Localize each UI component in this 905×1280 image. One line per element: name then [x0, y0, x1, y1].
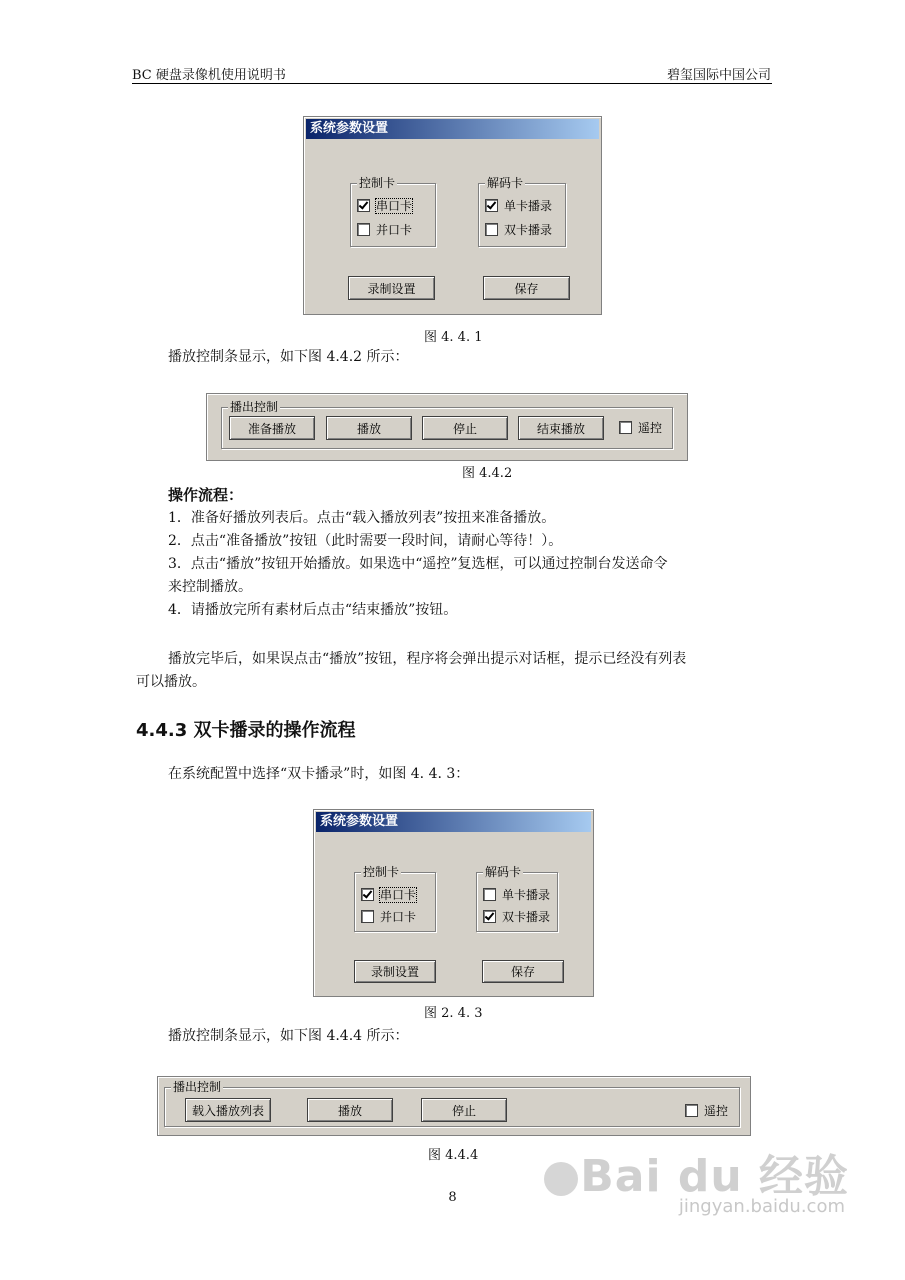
header-company: 碧玺国际中国公司 [666, 68, 771, 83]
control-card-label: 控制卡 [359, 176, 396, 190]
checkbox-unchecked-icon [361, 910, 374, 923]
single-card-checkbox[interactable] [483, 888, 550, 902]
page-number: 8 [448, 1190, 457, 1205]
checkbox-checked-icon [357, 199, 370, 212]
checkbox-checked-icon [361, 888, 374, 901]
record-settings-button[interactable]: 录制设置 [348, 276, 435, 300]
ops-step-3-cont: 来控制播放。 [168, 579, 252, 595]
playout-control-group [164, 1080, 740, 1127]
section-intro: 在系统配置中选择“双卡播录”时，如图 4. 4. 3： [168, 766, 470, 782]
serial-card-label: 串口卡 [380, 888, 417, 902]
decode-card-label: 解码卡 [485, 865, 522, 879]
after-play-paragraph: 播放完毕后，如果误点击“播放”按钮，程序将会弹出提示对话框，提示已经没有列表 [168, 651, 687, 667]
parallel-card-label: 并口卡 [376, 223, 413, 237]
parallel-card-label: 并口卡 [380, 910, 417, 924]
end-play-button[interactable]: 结束播放 [518, 416, 604, 440]
decode-card-group [476, 865, 558, 932]
control-card-group [354, 865, 436, 932]
watermark-url: jingyan.baidu.com [678, 1196, 845, 1217]
ops-step-2: 2．点击“准备播放”按钮（此时需要一段时间，请耐心等待！）。 [168, 533, 563, 549]
figure-caption-4: 图 4.4.4 [428, 1148, 479, 1163]
play-button[interactable]: 播放 [326, 416, 412, 440]
figure-caption-3: 图 2. 4. 3 [424, 1006, 483, 1021]
header-rule [132, 83, 772, 84]
paw-icon [544, 1162, 578, 1196]
save-button[interactable]: 保存 [483, 276, 570, 300]
dual-card-label: 双卡播录 [502, 910, 551, 924]
decode-card-group [478, 176, 566, 247]
serial-card-checkbox[interactable] [357, 199, 412, 213]
load-playlist-button[interactable]: 载入播放列表 [185, 1098, 271, 1122]
checkbox-unchecked-icon [685, 1104, 698, 1117]
single-card-label: 单卡播录 [502, 888, 551, 902]
record-settings-button[interactable]: 录制设置 [354, 960, 436, 983]
single-card-label: 单卡播录 [504, 199, 553, 213]
playout-control-bar-1 [206, 393, 688, 461]
playbar-intro-1: 播放控制条显示，如下图 4.4.2 所示： [168, 349, 409, 365]
figure-caption-2: 图 4.4.2 [462, 466, 513, 481]
section-heading: 4.4.3 双卡播录的操作流程 [136, 720, 356, 741]
dialog-titlebar: 系统参数设置 [306, 119, 599, 139]
play-button[interactable]: 播放 [307, 1098, 393, 1122]
dual-card-label: 双卡播录 [504, 223, 553, 237]
checkbox-unchecked-icon [485, 223, 498, 236]
remote-checkbox[interactable] [619, 421, 662, 435]
stop-button[interactable]: 停止 [422, 416, 508, 440]
ops-step-1: 1．准备好播放列表后。点击“载入播放列表”按扭来准备播放。 [168, 510, 556, 526]
remote-label: 遥控 [704, 1104, 729, 1118]
ops-title: 操作流程： [168, 486, 244, 504]
parallel-card-checkbox[interactable] [357, 223, 412, 237]
remote-label: 遥控 [638, 421, 663, 435]
parallel-card-checkbox[interactable] [361, 910, 416, 924]
prepare-play-button[interactable]: 准备播放 [229, 416, 315, 440]
checkbox-unchecked-icon [357, 223, 370, 236]
control-card-label: 控制卡 [363, 865, 400, 879]
playbar-intro-2: 播放控制条显示，如下图 4.4.4 所示： [168, 1028, 409, 1044]
checkbox-checked-icon [485, 199, 498, 212]
playout-control-label: 播出控制 [230, 400, 279, 414]
remote-checkbox[interactable] [685, 1104, 728, 1118]
dialog-titlebar: 系统参数设置 [316, 812, 591, 832]
playout-control-group [221, 400, 673, 449]
save-button[interactable]: 保存 [482, 960, 564, 983]
checkbox-unchecked-icon [483, 888, 496, 901]
figure-caption-1: 图 4. 4. 1 [424, 330, 483, 345]
system-settings-dialog-2 [313, 809, 594, 997]
ops-step-4: 4．请播放完所有素材后点击“结束播放”按钮。 [168, 602, 458, 618]
serial-card-label: 串口卡 [376, 199, 413, 213]
playout-control-bar-2 [157, 1076, 751, 1136]
dual-card-checkbox[interactable] [483, 910, 550, 924]
checkbox-checked-icon [483, 910, 496, 923]
system-settings-dialog-1 [303, 116, 602, 315]
stop-button[interactable]: 停止 [421, 1098, 507, 1122]
control-card-group [350, 176, 436, 247]
decode-card-label: 解码卡 [487, 176, 524, 190]
checkbox-unchecked-icon [619, 421, 632, 434]
baidu-watermark [542, 1140, 849, 1204]
dual-card-checkbox[interactable] [485, 223, 552, 237]
serial-card-checkbox[interactable] [361, 888, 416, 902]
after-play-paragraph-cont: 可以播放。 [136, 674, 206, 690]
ops-step-3: 3．点击“播放”按钮开始播放。如果选中“遥控”复选框，可以通过控制台发送命令 [168, 556, 668, 572]
single-card-checkbox[interactable] [485, 199, 552, 213]
header-doc-title: BC 硬盘录像机使用说明书 [132, 68, 286, 83]
playout-control-label: 播出控制 [173, 1080, 222, 1094]
watermark-brand: Bai du 经验 [580, 1151, 849, 1202]
